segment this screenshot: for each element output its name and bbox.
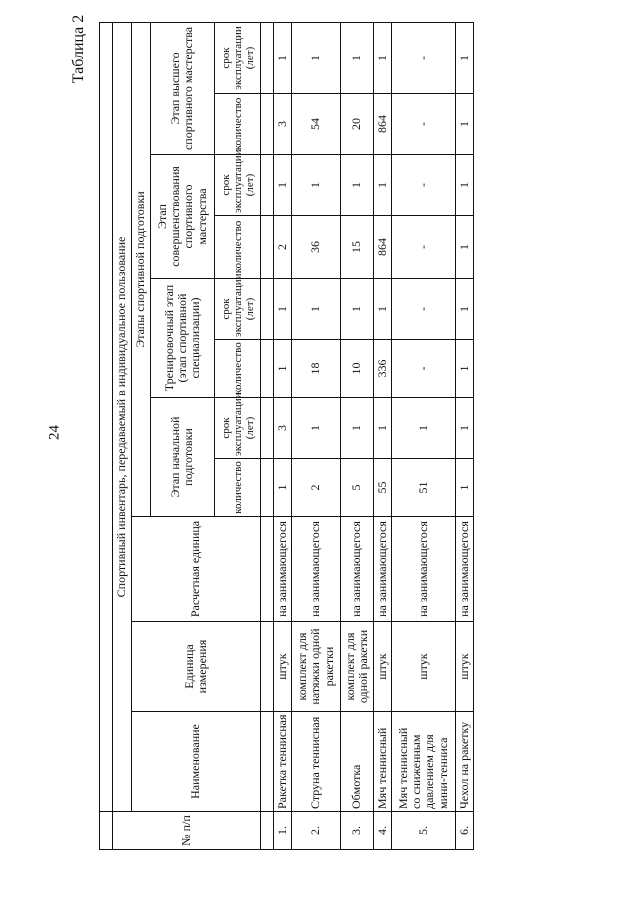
item-name: Мяч теннисный со сниженным давлением для мини-тенниса <box>392 712 455 812</box>
term-value: 1 <box>455 279 473 340</box>
item-unit: штук <box>392 622 455 712</box>
row-number: 3. <box>340 812 373 850</box>
table-row <box>374 22 392 849</box>
item-unit: штук <box>455 622 473 712</box>
qty-value: 1 <box>455 340 473 398</box>
term-value: - <box>392 279 455 340</box>
header-term: срок эксплуатации (лет) <box>215 22 261 93</box>
row-number: 1. <box>274 812 292 850</box>
qty-value: 2 <box>292 459 340 517</box>
item-calc-unit: на занимающегося <box>340 517 373 622</box>
term-value: 1 <box>292 155 340 216</box>
term-value: 1 <box>374 22 392 93</box>
header-qty: количество <box>215 340 261 398</box>
equipment-table <box>99 22 474 850</box>
row-number: 4. <box>374 812 392 850</box>
header-term: срок эксплуатации (лет) <box>215 398 261 459</box>
blank-cell <box>100 812 113 850</box>
header-calc-unit: Расчетная единица <box>131 517 260 622</box>
term-value: - <box>392 155 455 216</box>
blank-cell <box>261 398 274 459</box>
header-unit: Единица измерения <box>131 622 260 712</box>
qty-value: 864 <box>374 94 392 155</box>
term-value: 1 <box>455 398 473 459</box>
term-value: 3 <box>274 398 292 459</box>
table-body <box>274 22 474 849</box>
blank-cell <box>261 517 274 622</box>
term-value: 1 <box>374 279 392 340</box>
qty-value: 18 <box>292 340 340 398</box>
qty-value: 10 <box>340 340 373 398</box>
qty-value: - <box>392 340 455 398</box>
qty-value: 20 <box>340 94 373 155</box>
table-title: Спортивный инвентарь, передаваемый в индивидуальное пользование <box>113 22 132 811</box>
item-unit: штук <box>274 622 292 712</box>
term-value: 1 <box>274 155 292 216</box>
item-calc-unit: на занимающегося <box>392 517 455 622</box>
term-value: 1 <box>374 398 392 459</box>
term-value: 1 <box>374 155 392 216</box>
item-name: Мяч теннисный <box>374 712 392 812</box>
header-stages-group: Этапы спортивной подготовки <box>131 22 150 516</box>
table-row <box>392 22 455 849</box>
term-value: 1 <box>392 398 455 459</box>
blank-cell <box>261 279 274 340</box>
term-value: 1 <box>274 279 292 340</box>
header-stage-training: Тренировочный этап (этап спортивной специализации) <box>150 279 215 398</box>
qty-value: 1 <box>274 459 292 517</box>
row-number: 2. <box>292 812 340 850</box>
term-value: 1 <box>455 155 473 216</box>
table-row <box>274 22 292 849</box>
table-caption: Таблица 2 <box>70 14 87 84</box>
qty-value: 55 <box>374 459 392 517</box>
qty-value: 54 <box>292 94 340 155</box>
header-stage-improvement: Этап совершенствования спортивного мастерства <box>150 155 215 279</box>
blank-header-row <box>261 22 274 849</box>
item-unit: комплект для натяжки одной ракетки <box>292 622 340 712</box>
term-value: 1 <box>292 279 340 340</box>
rotated-table-container <box>99 23 474 850</box>
row-number: 6. <box>455 812 473 850</box>
qty-value: 51 <box>392 459 455 517</box>
item-calc-unit: на занимающегося <box>455 517 473 622</box>
blank-cell <box>261 459 274 517</box>
header-qty: количество <box>215 216 261 279</box>
qty-value: 864 <box>374 216 392 279</box>
term-value: 1 <box>340 398 373 459</box>
term-value: 1 <box>292 398 340 459</box>
item-calc-unit: на занимающегося <box>292 517 340 622</box>
qty-value: 5 <box>340 459 373 517</box>
qty-value: 36 <box>292 216 340 279</box>
term-value: - <box>392 22 455 93</box>
term-value: 1 <box>340 279 373 340</box>
blank-cell <box>261 155 274 216</box>
blank-cell <box>261 712 274 812</box>
blank-cell <box>261 340 274 398</box>
item-name: Струна теннисная <box>292 712 340 812</box>
header-name: Наименование <box>131 712 260 812</box>
item-name: Ракетка теннисная <box>274 712 292 812</box>
item-calc-unit: на занимающегося <box>374 517 392 622</box>
blank-cell <box>261 622 274 712</box>
header-num: № п/п <box>113 812 261 850</box>
term-value: 1 <box>455 22 473 93</box>
qty-value: 15 <box>340 216 373 279</box>
qty-value: 2 <box>274 216 292 279</box>
qty-value: 1 <box>455 94 473 155</box>
item-name: Чехол на ракетку <box>455 712 473 812</box>
term-value: 1 <box>292 22 340 93</box>
table-row <box>455 22 473 849</box>
qty-value: 1 <box>455 216 473 279</box>
table-row <box>292 22 340 849</box>
blank-header-row <box>100 22 113 849</box>
item-calc-unit: на занимающегося <box>274 517 292 622</box>
item-name: Обмотка <box>340 712 373 812</box>
header-qty: количество <box>215 94 261 155</box>
item-unit: штук <box>374 622 392 712</box>
page-number: 24 <box>46 425 63 440</box>
term-value: 1 <box>340 22 373 93</box>
term-value: 1 <box>274 22 292 93</box>
blank-cell <box>261 216 274 279</box>
qty-value: - <box>392 216 455 279</box>
blank-cell <box>261 94 274 155</box>
term-value: 1 <box>340 155 373 216</box>
qty-value: 336 <box>374 340 392 398</box>
qty-value: 1 <box>274 340 292 398</box>
row-number: 5. <box>392 812 455 850</box>
qty-value: 3 <box>274 94 292 155</box>
header-stage-initial: Этап начальной подготовки <box>150 398 215 517</box>
item-unit: комплект для одной ракетки <box>340 622 373 712</box>
qty-value: - <box>392 94 455 155</box>
table-row <box>340 22 373 849</box>
blank-cell <box>261 22 274 93</box>
header-term: срок эксплуатации (лет) <box>215 279 261 340</box>
blank-cell <box>261 812 274 850</box>
header-term: срок эксплуатации (лет) <box>215 155 261 216</box>
header-stage-higher: Этап высшего спортивного мастерства <box>150 22 215 154</box>
qty-value: 1 <box>455 459 473 517</box>
blank-cell <box>100 22 113 811</box>
header-qty: количество <box>215 459 261 517</box>
